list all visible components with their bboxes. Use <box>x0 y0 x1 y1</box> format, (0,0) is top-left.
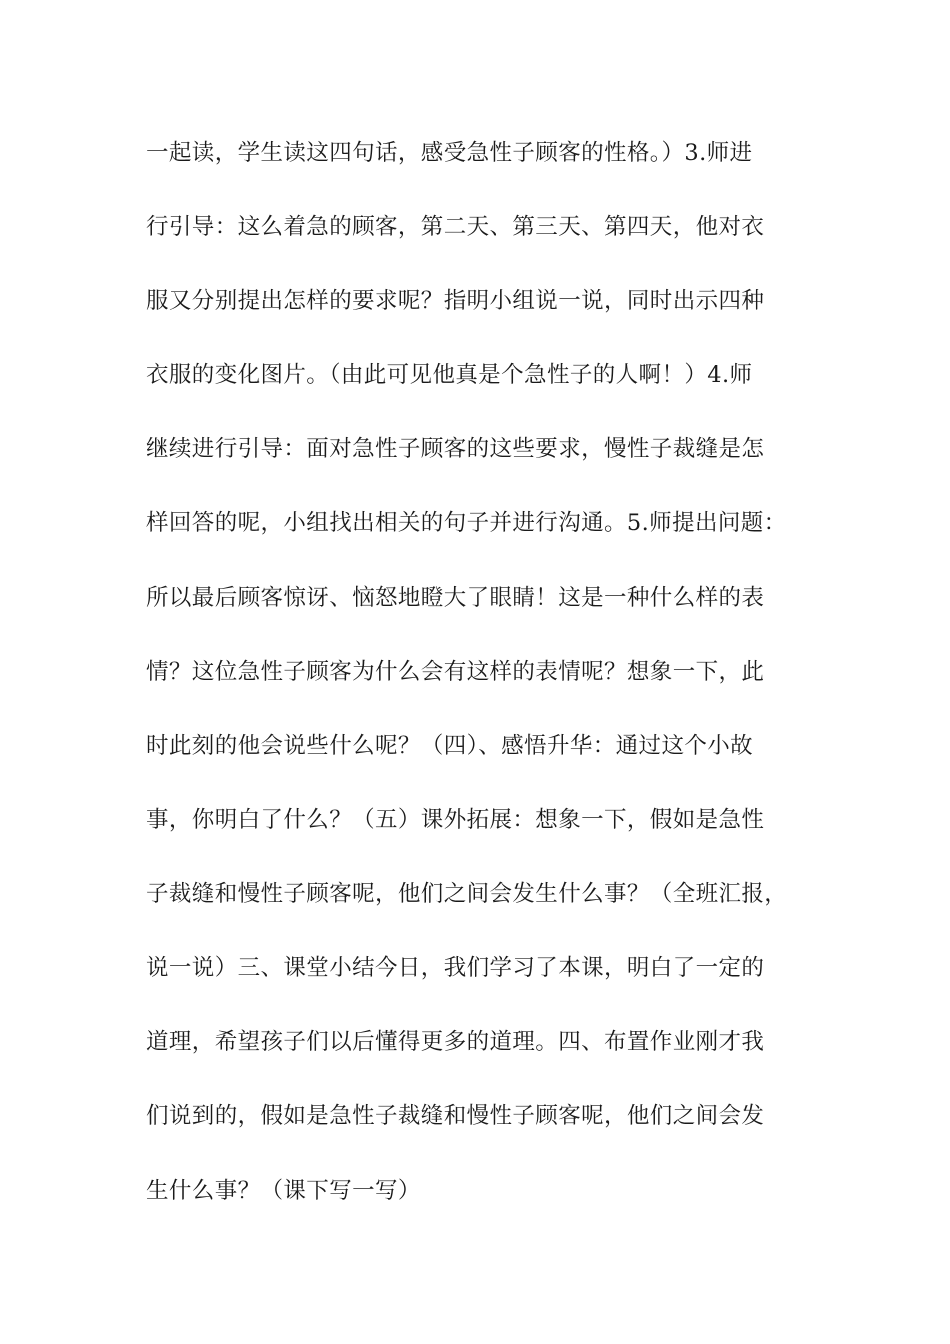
paragraph-line: 道理，希望孩子们以后懂得更多的道理。四、布置作业刚才我 <box>146 1029 765 1055</box>
paragraph-line: 生什么事？（课下写一写） <box>146 1178 421 1204</box>
paragraph-line: 服又分别提出怎样的要求呢？指明小组说一说，同时出示四种 <box>146 288 765 314</box>
paragraph-line: 衣服的变化图片。（由此可见他真是个急性子的人啊！）4.师 <box>146 362 753 388</box>
paragraph-line: 情？这位急性子顾客为什么会有这样的表情呢？想象一下，此 <box>146 659 765 685</box>
paragraph-line: 子裁缝和慢性子顾客呢，他们之间会发生什么事？（全班汇报， <box>146 881 788 907</box>
paragraph-line: 们说到的，假如是急性子裁缝和慢性子顾客呢，他们之间会发 <box>146 1103 765 1129</box>
paragraph-line: 所以最后顾客惊讶、恼怒地瞪大了眼睛！这是一种什么样的表 <box>146 585 765 611</box>
paragraph-line: 一起读，学生读这四句话，感受急性子顾客的性格。）3.师进 <box>146 140 753 166</box>
paragraph-line: 行引导：这么着急的顾客，第二天、第三天、第四天，他对衣 <box>146 214 765 240</box>
paragraph-line: 说一说）三、课堂小结今日，我们学习了本课，明白了一定的 <box>146 955 765 981</box>
paragraph-line: 事，你明白了什么？（五）课外拓展：想象一下，假如是急性 <box>146 807 765 833</box>
paragraph-line: 样回答的呢，小组找出相关的句子并进行沟通。5.师提出问题： <box>146 510 787 536</box>
paragraph-line: 继续进行引导：面对急性子顾客的这些要求，慢性子裁缝是怎 <box>146 436 765 462</box>
paragraph-line: 时此刻的他会说些什么呢？（四）、感悟升华：通过这个小故 <box>146 733 754 759</box>
